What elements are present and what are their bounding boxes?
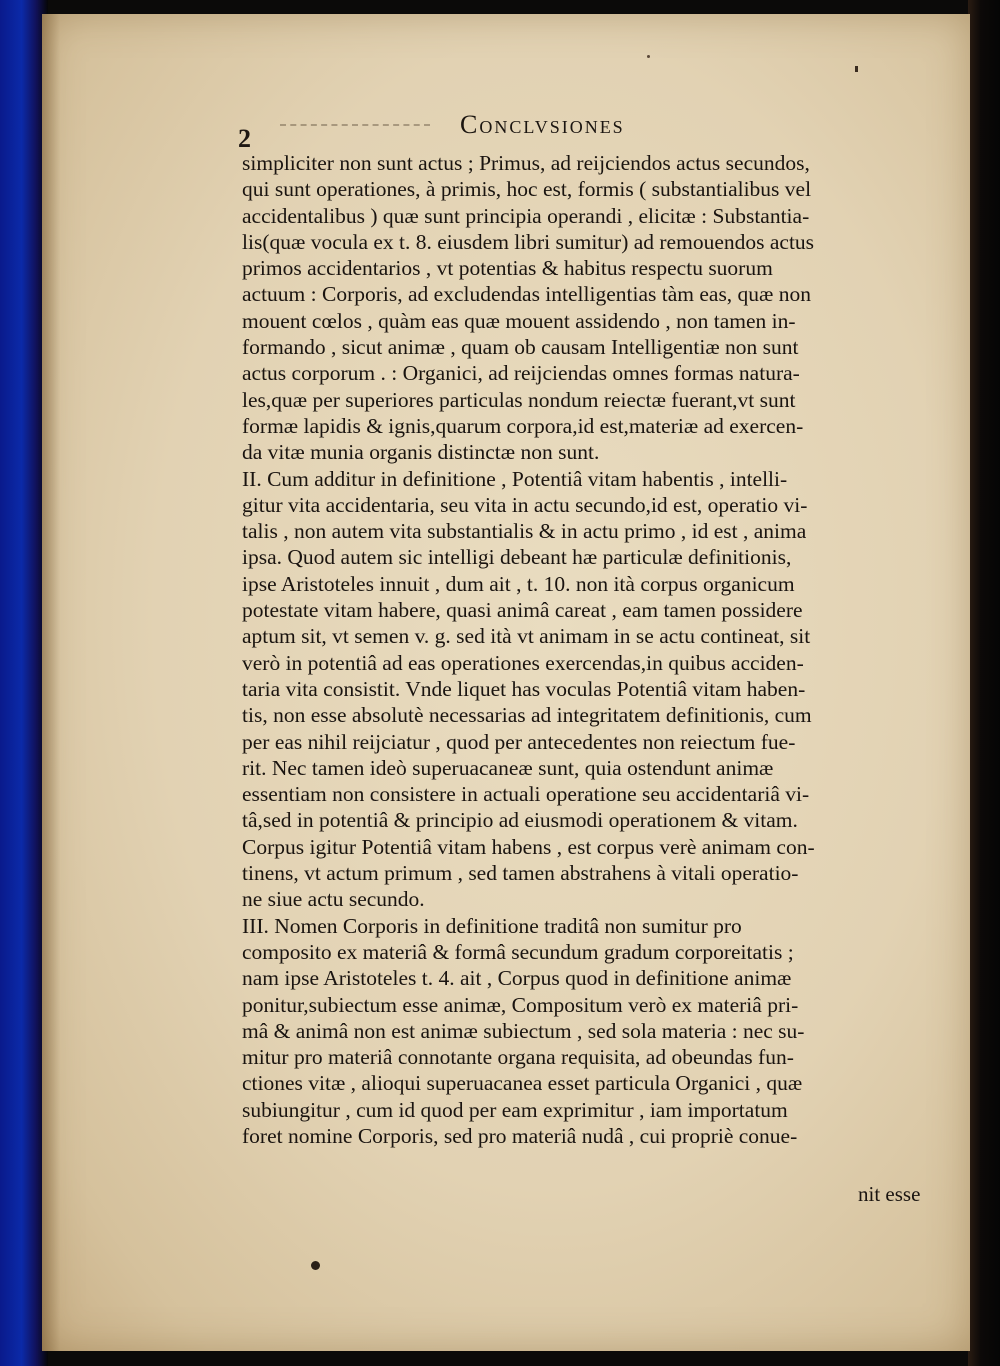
text-line: rit. Nec tamen ideò superuacaneæ sunt, quia ostendunt animæ (242, 755, 774, 780)
text-line: tis, non esse absolutè necessarias ad integritatem definitionis, cum (242, 703, 812, 728)
text-line: ipsa. Quod autem sic intelligi debeant hæ particulæ definitionis, (242, 545, 792, 570)
text-line: actuum : Corporis, ad excludendas intelligentias tàm eas, quæ non (242, 282, 812, 307)
text-line: formæ lapidis & ignis,quarum corpora,id est,materiæ ad exercen- (242, 413, 804, 438)
text-line: Corpus igitur Potentiâ vitam habens , est corpus verè animam con- (242, 834, 815, 859)
text-line: qui sunt operationes, à primis, hoc est, formis ( substantialibus vel (242, 177, 812, 202)
ink-blot (311, 1261, 320, 1270)
text-line: ponitur,subiectum esse animæ, Compositum verò ex materiâ pri- (242, 992, 799, 1017)
head-rule (280, 124, 430, 128)
text-line: composito ex materiâ & formâ secundum gradum corporeitatis ; (242, 939, 794, 964)
text-line: mouent cœlos , quàm eas quæ mouent assidendo , non tamen in- (242, 308, 796, 333)
text-line: mitur pro materiâ connotante organa requisita, ad obeundas fun- (242, 1045, 794, 1070)
text-line: les,quæ per superiores particulas nondum reiectæ fuerant,vt sunt (242, 387, 796, 412)
catchword: nit esse (858, 1182, 921, 1206)
page-number: 2 (238, 124, 251, 153)
text-line: foret nomine Corporis, sed pro materiâ nudâ , cui propriè conue- (242, 1123, 798, 1148)
text-line: simpliciter non sunt actus ; Primus, ad reijciendos actus secundos, (242, 151, 810, 175)
text-line: mâ & animâ non est animæ subiectum , sed sola materia : nec su- (242, 1018, 805, 1043)
text-line: essentiam non consistere in actuali operatione seu accidentariâ vi- (242, 782, 810, 807)
text-line: aptum sit, vt semen v. g. sed ità vt animam in se actu contineat, sit (242, 624, 811, 649)
text-line: da vitæ munia organis distinctæ non sunt. (242, 440, 600, 465)
scan-dark-border (968, 0, 1000, 1366)
text-line: III. Nomen Corporis in definitione traditâ non sumitur pro (242, 913, 742, 938)
text-line: subiungitur , cum id quod per eam exprimitur , iam importatum (242, 1097, 788, 1122)
text-line: lis(quæ vocula ex t. 8. eiusdem libri sumitur) ad remouendos actus (242, 229, 815, 254)
scan-blue-border (0, 0, 48, 1366)
text-line: primos accidentarios , vt potentias & habitus respectu suorum (242, 256, 773, 281)
text-line: ne siue actu secundo. (242, 887, 425, 912)
text-line: taria vita consistit. Vnde liquet has voculas Potentiâ vitam haben- (242, 676, 806, 701)
text-line: accidentalibus ) quæ sunt principia operandi , elicitæ : Substantia- (242, 203, 810, 228)
text-line: tinens, vt actum primum , sed tamen abstrahens à vitali operatio- (242, 861, 799, 886)
page-body-text (242, 150, 932, 1149)
ink-speck (855, 66, 858, 72)
text-line: nam ipse Aristoteles t. 4. ait , Corpus quod in definitione animæ (242, 966, 792, 991)
text-line: formando , sicut animæ , quam ob causam Intelligentiæ non sunt (242, 335, 799, 360)
running-head: Conclvsiones (460, 110, 625, 139)
text-line: ipse Aristoteles innuit , dum ait , t. 10. non ità corpus organicum (242, 571, 795, 596)
text-line: verò in potentiâ ad eas operationes exercendas,in quibus acciden- (242, 650, 804, 675)
text-line: tâ,sed in potentiâ & principio ad eiusmodi operationem & vitam. (242, 808, 798, 833)
text-line: talis , non autem vita substantialis & in actu primo , id est , anima (242, 519, 807, 544)
text-line: gitur vita accidentaria, seu vita in actu secundo,id est, operatio vi- (242, 492, 808, 517)
text-line: actus corporum . : Organici, ad reijciendas omnes formas natura- (242, 361, 800, 386)
text-line: potestate vitam habere, quasi animâ careat , eam tamen possidere (242, 598, 803, 623)
text-line: ctiones vitæ , alioqui superuacanea esset particula Organici , quæ (242, 1071, 803, 1096)
ink-speck (647, 55, 650, 58)
text-line: per eas nihil reijciatur , quod per antecedentes non reiectum fue- (242, 729, 796, 754)
text-line: II. Cum additur in definitione , Potentiâ vitam habentis , intelli- (242, 466, 788, 491)
